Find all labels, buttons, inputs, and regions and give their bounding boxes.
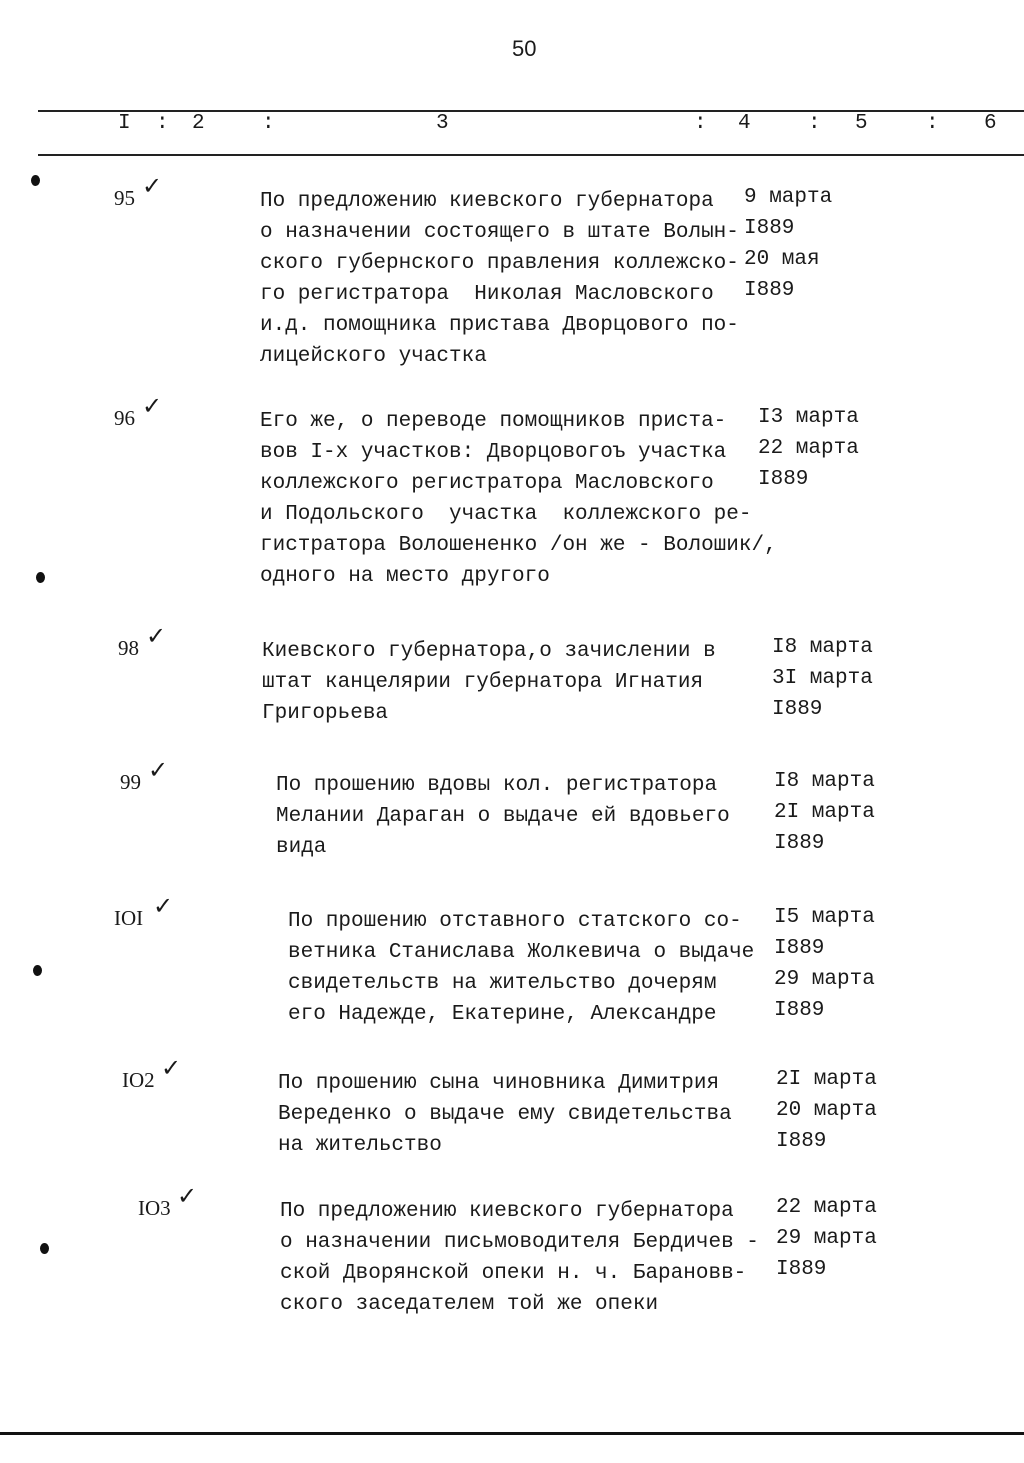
punch-hole-mark (31, 175, 40, 186)
checkmark-icon: ✓ (148, 756, 169, 784)
header-rule-bottom (38, 154, 1024, 156)
entry-text-line: ветника Станислава Жолкевича о выдаче (288, 941, 755, 964)
entry-number: IO3 (138, 1196, 171, 1220)
entry-text-line: свидетельств на жительство дочерям (288, 972, 717, 995)
entry-text-line: По прошению сына чиновника Димитрия (278, 1072, 720, 1095)
punch-hole-mark (40, 1243, 49, 1254)
entry-date: 29 марта (774, 968, 875, 991)
punch-hole-mark (36, 572, 45, 583)
column-number: 2 (192, 112, 205, 135)
entry-number: 96 (114, 406, 135, 430)
checkmark-icon: ✓ (161, 1054, 182, 1082)
entry-date: I889 (772, 698, 823, 721)
entry-text-line: ского губернского правления коллежско- (260, 252, 739, 275)
entry-text-line: По прошению отставного статского со- (288, 910, 742, 933)
checkmark-icon: ✓ (142, 392, 163, 420)
column-separator: : (926, 112, 939, 135)
entry-text-line: вида (276, 836, 327, 859)
entry-text-line: По предложению киевского губернатора (260, 190, 714, 213)
checkmark-icon: ✓ (153, 892, 174, 920)
entry-number: 95 (114, 186, 135, 210)
entry-text-line: Его же, о переводе помощников приста- (260, 410, 727, 433)
entry-date: I889 (744, 217, 795, 240)
entry-number: 99 (120, 770, 141, 794)
entry-date: I3 марта (758, 406, 859, 429)
entry-text-line: и Подольского участка коллежского ре- (260, 503, 752, 526)
column-number: 3 (436, 112, 449, 135)
entry-date: I889 (744, 279, 795, 302)
entry-date: 22 марта (776, 1196, 877, 1219)
column-number: 4 (738, 112, 751, 135)
entry-date: I889 (776, 1258, 827, 1281)
entry-text-line: и.д. помощника пристава Дворцового по- (260, 314, 739, 337)
entry-text-line: его Надежде, Екатерине, Александре (288, 1003, 717, 1026)
entry-text-line: о назначении письмоводителя Бердичев - (280, 1231, 759, 1254)
entry-text-line: лицейского участка (260, 345, 487, 368)
punch-hole-mark (33, 965, 42, 976)
entry-date: I889 (774, 832, 825, 855)
entry-text-line: о назначении состоящего в штате Волын- (260, 221, 739, 244)
entry-text-line: Вереденко о выдаче ему свидетельства (278, 1103, 732, 1126)
entry-date: 20 марта (776, 1099, 877, 1122)
entry-date: 3I марта (772, 667, 873, 690)
column-separator: : (156, 112, 169, 135)
entry-text-line: штат канцелярии губернатора Игнатия (262, 671, 704, 694)
entry-text-line: гистратора Волошененко /он же - Волошик/, (260, 534, 777, 557)
column-separator: : (808, 112, 821, 135)
entry-date: I5 марта (774, 906, 875, 929)
entry-number: 98 (118, 636, 139, 660)
column-number: I (118, 112, 131, 135)
page-bottom-edge (0, 1432, 1024, 1435)
entry-text-line: ской Дворянской опеки н. ч. Барановв- (280, 1262, 747, 1285)
entry-date: I8 марта (772, 636, 873, 659)
checkmark-icon: ✓ (177, 1182, 198, 1210)
entry-date: 2I марта (774, 801, 875, 824)
entry-date: I889 (774, 999, 825, 1022)
entry-text-line: коллежского регистратора Масловского (260, 472, 714, 495)
entry-text-line: По прошению вдовы кол. регистратора (276, 774, 718, 797)
entry-text-line: одного на место другого (260, 565, 550, 588)
entry-text-line: Григорьева (262, 702, 389, 725)
entry-text-line: Мелании Дараган о выдаче ей вдовьего (276, 805, 730, 828)
entry-number: IO2 (122, 1068, 155, 1092)
entry-date: I889 (758, 468, 809, 491)
checkmark-icon: ✓ (142, 172, 163, 200)
entry-date: 9 марта (744, 186, 833, 209)
entry-date: I889 (776, 1130, 827, 1153)
entry-date: 29 марта (776, 1227, 877, 1250)
entry-date: I889 (774, 937, 825, 960)
entry-number: IOI (114, 906, 144, 930)
column-number: 5 (855, 112, 868, 135)
entry-date: I8 марта (774, 770, 875, 793)
entry-text-line: ского заседателем той же опеки (280, 1293, 659, 1316)
entry-text-line: Киевского губернатора,о зачислении в (262, 640, 716, 663)
entry-text-line: на жительство (278, 1134, 442, 1157)
entry-date: 2I марта (776, 1068, 877, 1091)
entry-text-line: По предложению киевского губернатора (280, 1200, 734, 1223)
entry-date: 20 мая (744, 248, 820, 271)
column-separator: : (262, 112, 275, 135)
entry-date: 22 марта (758, 437, 859, 460)
checkmark-icon: ✓ (146, 622, 167, 650)
page-number: 50 (512, 36, 537, 61)
entry-text-line: вов I-х участков: Дворцовогоъ участка (260, 441, 727, 464)
column-number: 6 (984, 112, 997, 135)
column-separator: : (694, 112, 707, 135)
header-rule-top (38, 110, 1024, 112)
entry-text-line: го регистратора Николая Масловского (260, 283, 714, 306)
